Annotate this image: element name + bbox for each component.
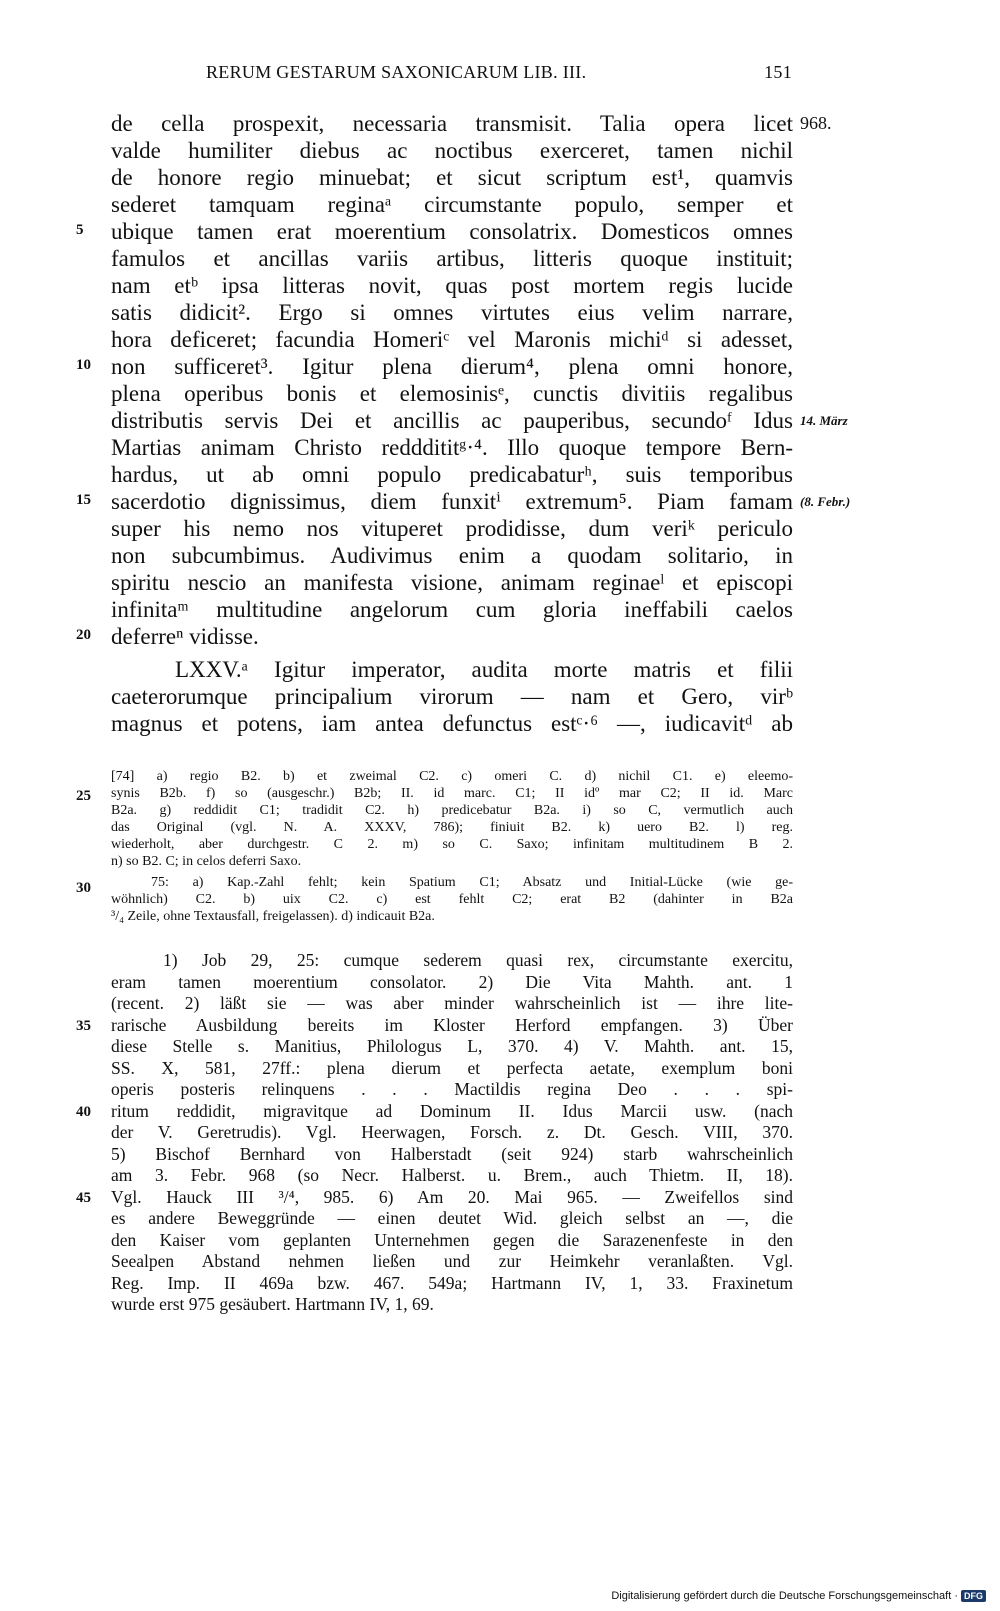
commentary-line: Vgl. Hauck III ³/⁴, 985. 6) Am 20. Mai 965. — Zweifellos sind: [111, 1186, 793, 1207]
line-number: 40: [76, 1104, 91, 1120]
apparatus-line: n) so B2. C; in celos deferri Saxo.: [111, 854, 302, 869]
main-line: non subcumbimus. Audivimus enim a quodam solitario, in: [111, 543, 793, 568]
apparatus-line: [74] a) regio B2. b) et zweimal C2. c) omeri C. d) nichil C1. e) eleemo-: [111, 769, 793, 784]
main-line: Martias animam Christo redddititᵍ·⁴. Illo quoque tempore Bern-: [111, 435, 793, 460]
apparatus-line: B2a. g) reddidit C1; tradidit C2. h) predicebatur B2a. i) so C, vermutlich auch: [111, 803, 793, 818]
commentary-line: wurde erst 975 gesäubert. Hartmann IV, 1, 69.: [111, 1294, 434, 1314]
main-line: de honore regio minuebat; et sicut scriptum est¹, quamvis: [111, 165, 793, 190]
main-line: hardus, ut ab omni populo predicabaturʰ, suis temporibus: [111, 462, 793, 487]
main-line: famulos et ancillas variis artibus, litteris quoque instituit;: [111, 246, 793, 271]
line-number: 25: [76, 788, 91, 804]
main-line: hora deficeret; facundia Homeriᶜ vel Maronis michiᵈ si adesset,: [111, 327, 793, 352]
apparatus-line: das Original (vgl. N. A. XXXV, 786); finiuit B2. k) uero B2. l) reg.: [111, 820, 793, 835]
chapter-start-line: LXXV.ᵃ Igitur imperator, audita morte matris et filii: [175, 657, 793, 682]
main-line: sacerdotio dignissimus, diem funxitⁱ extremum⁵. Piam famam: [111, 489, 793, 514]
commentary-line: eram tamen moerentium consolator. 2) Die Vita Mahth. ant. 1: [111, 971, 793, 992]
commentary-line: (recent. 2) läßt sie — was aber minder wahrscheinlich ist — ihre lite-: [111, 993, 793, 1013]
apparatus-line: wiederholt, aber durchgestr. C 2. m) so C. Saxo; infinitam multitudinem B 2.: [111, 837, 793, 852]
main-line: plena operibus bonis et elemosinisᵉ, cunctis divitiis regalibus: [111, 381, 793, 406]
commentary-line: es andere Beweggründe — einen deutet Wid. gleich selbst an —, die: [111, 1208, 793, 1228]
main-line: de cella prospexit, necessaria transmisit. Talia opera licet: [111, 111, 793, 136]
line-number: 30: [76, 880, 91, 896]
commentary-line: 5) Bischof Bernhard von Halberstadt (seit 924) starb wahrscheinlich: [111, 1143, 793, 1164]
main-line: sederet tamquam reginaᵃ circumstante populo, semper et: [111, 192, 793, 217]
main-line: ubique tamen erat moerentium consolatrix. Domesticos omnes: [111, 219, 793, 244]
apparatus-line: synis B2b. f) so (ausgeschr.) B2b; II. id marc. C1; II idº mar C2; II id. Marc: [111, 786, 793, 801]
apparatus-line: wöhnlich) C2. b) uix C2. c) est fehlt C2; erat B2 (dahinter in B2a: [111, 892, 793, 907]
running-header: [206, 62, 792, 83]
line-number: 10: [76, 357, 91, 373]
commentary-line: der V. Geretrudis). Vgl. Heerwagen, Forsch. z. Dt. Gesch. VIII, 370.: [111, 1122, 793, 1142]
line-number: 45: [76, 1190, 91, 1206]
main-line: super his nemo nos vituperet prodidisse, dum veriᵏ periculo: [111, 516, 793, 541]
apparatus-line: ³/₄ Zeile, ohne Textausfall, freigelassen). d) indicauit B2a.: [111, 909, 435, 924]
margin-date-feb: (8. Febr.): [800, 494, 851, 509]
main-line: caeterorumque principalium virorum — nam et Gero, virᵇ: [111, 684, 793, 709]
commentary-line: am 3. Febr. 968 (so Necr. Halberst. u. Brem., auch Thietm. II, 18).: [111, 1165, 793, 1185]
commentary-line: SS. X, 581, 27ff.: plena dierum et perfecta aetate, exemplum boni: [111, 1057, 793, 1078]
main-line: satis didicit². Ergo si omnes virtutes eius velim narrare,: [111, 300, 793, 325]
main-line: distributis servis Dei et ancillis ac pauperibus, secundoᶠ Idus: [111, 408, 793, 433]
main-line: valde humiliter diebus ac noctibus exerceret, tamen nichil: [111, 138, 793, 163]
commentary-line: ritum reddidit, migravitque ad Dominum II. Idus Marcii usw. (nach: [111, 1100, 793, 1121]
dfg-logo: DFG: [961, 1590, 986, 1602]
commentary-line: 1) Job 29, 25: cumque sederem quasi rex, circumstante exercitu,: [163, 950, 793, 970]
page-number: 151: [764, 62, 792, 82]
line-number: 35: [76, 1018, 91, 1034]
margin-year: 968.: [800, 113, 832, 133]
margin-date-march: 14. März: [800, 413, 848, 428]
main-line: magnus et potens, iam antea defunctus estᶜ·⁶ —, iudicavitᵈ ab: [111, 711, 793, 736]
credit-text: Digitalisierung gefördert durch die Deutsche Forschungsgemeinschaft ·: [611, 1590, 958, 1602]
main-line: deferreⁿ vidisse.: [111, 624, 259, 649]
main-line: non sufficeret³. Igitur plena dierum⁴, plena omni honore,: [111, 354, 793, 379]
main-line: infinitaᵐ multitudine angelorum cum gloria ineffabili caelos: [111, 597, 793, 622]
commentary-line: diese Stelle s. Manitius, Philologus L, 370. 4) V. Mahth. ant. 15,: [111, 1036, 793, 1056]
line-number: 5: [76, 222, 84, 238]
commentary-line: Seealpen Abstand nehmen ließen und zur Heimkehr veranlaßten. Vgl.: [111, 1251, 793, 1271]
commentary-line: rarische Ausbildung bereits im Kloster Herford empfangen. 3) Über: [111, 1014, 793, 1035]
commentary-line: den Kaiser vom geplanten Unternehmen gegen die Sarazenenfeste in den: [111, 1229, 793, 1250]
running-title: RERUM GESTARUM SAXONICARUM LIB. III.: [206, 62, 587, 82]
line-number: 20: [76, 627, 91, 643]
apparatus-line: 75: a) Kap.-Zahl fehlt; kein Spatium C1; Absatz und Initial-Lücke (wie ge-: [151, 875, 793, 890]
commentary-line: Reg. Imp. II 469a bzw. 467. 549a; Hartmann IV, 1, 33. Fraxinetum: [111, 1272, 793, 1293]
commentary-line: operis posteris relinquens . . . Mactildis regina Deo . . . spi-: [111, 1079, 793, 1099]
main-line: spiritu nescio an manifesta visione, animam reginaeˡ et episcopi: [111, 570, 793, 595]
digitization-credit: [611, 1590, 986, 1602]
main-line: nam etᵇ ipsa litteras novit, quas post mortem regis lucide: [111, 273, 793, 298]
line-number: 15: [76, 492, 91, 508]
